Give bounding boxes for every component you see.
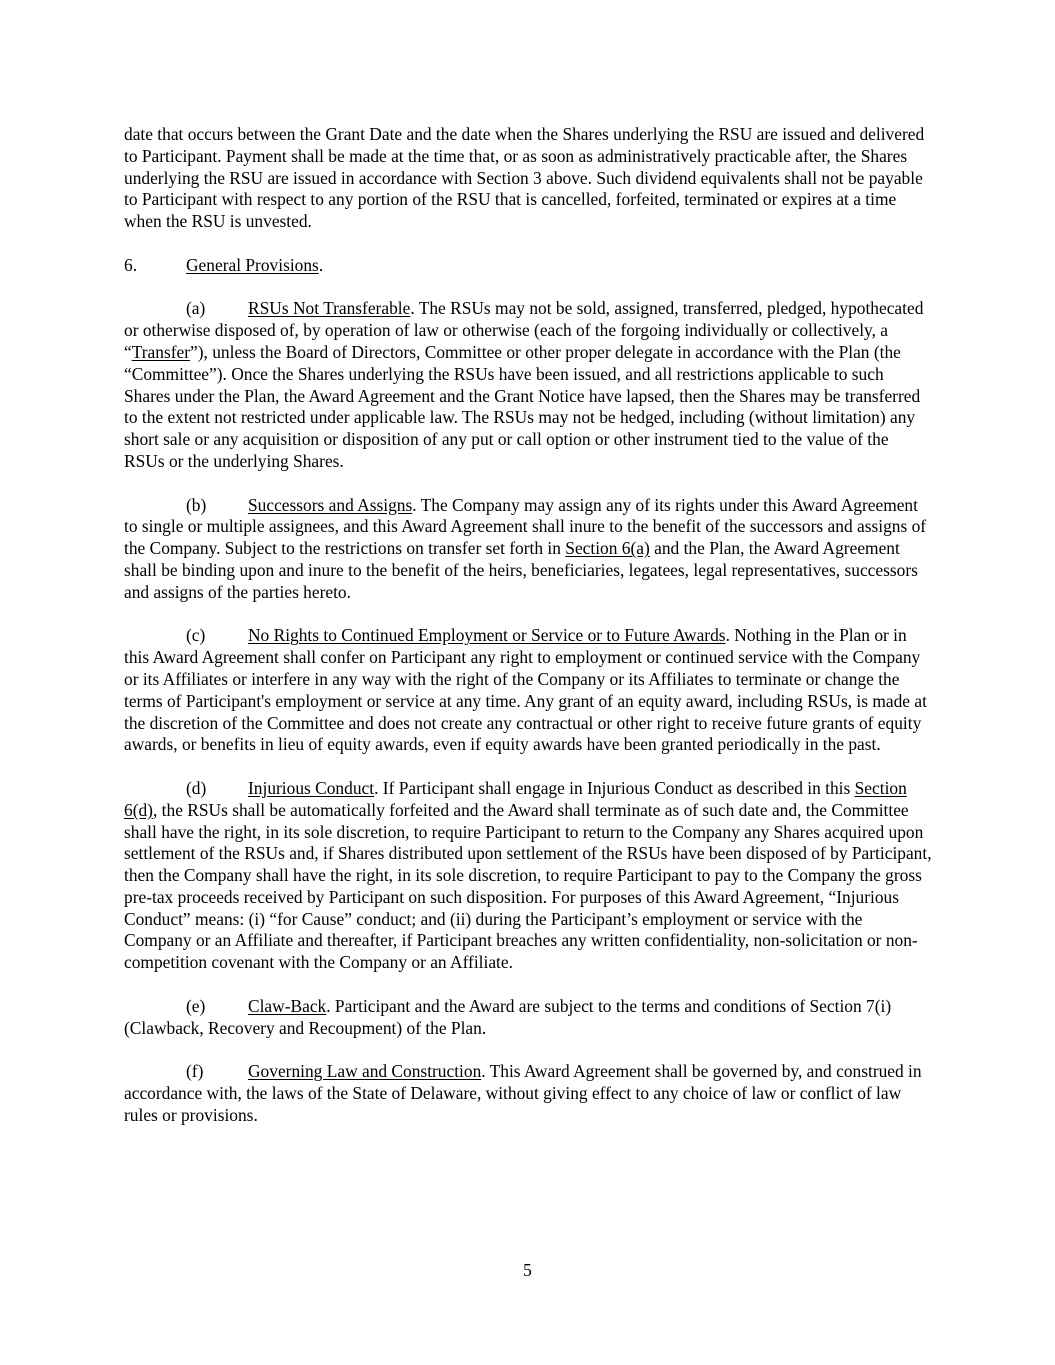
paragraph-f-heading: Governing Law and Construction bbox=[248, 1061, 482, 1082]
paragraph-d bbox=[124, 778, 932, 974]
paragraph-e-heading: Claw-Back bbox=[248, 995, 327, 1016]
paragraph-a-heading: RSUs Not Transferable bbox=[248, 298, 411, 319]
paragraph-d-label: (d) bbox=[186, 777, 207, 798]
paragraph-b-text-2: and the Plan, the Award Agreement shall be binding upon and inure to the benefit of the heirs, beneficiaries, legatees, legal representatives, successors and assigns of the parties hereto. bbox=[124, 538, 918, 602]
paragraph-e-text-1: . Participant and the Award are subject to the terms and conditions of Section 7(i) (Clawback, Recovery and Recoupment) of the Plan. bbox=[124, 995, 892, 1038]
paragraph-a-defined-term: Transfer bbox=[131, 341, 191, 362]
section-title: General Provisions bbox=[186, 254, 319, 275]
paragraph-c-label: (c) bbox=[186, 625, 206, 646]
section-number: 6. bbox=[124, 254, 138, 275]
paragraph-a-text-1: . The RSUs may not be sold, assigned, transferred, pledged, hypothecated or otherwise disposed of, by operation of law or otherwise (each of the forgoing individually or collectively, a “ bbox=[124, 298, 924, 362]
paragraph-a-label: (a) bbox=[186, 298, 206, 319]
paragraph-d-heading: Injurious Conduct bbox=[248, 777, 375, 798]
section-title-end: . bbox=[318, 254, 324, 275]
paragraph-f-label: (f) bbox=[186, 1061, 204, 1082]
page-number: 5 bbox=[523, 1260, 532, 1280]
paragraph-f bbox=[124, 1061, 932, 1126]
paragraph-b-heading: Successors and Assigns bbox=[248, 494, 413, 515]
paragraph-b-section-ref: Section 6(a) bbox=[565, 538, 650, 559]
paragraph-b bbox=[124, 495, 932, 604]
paragraph-d-text-2: , the RSUs shall be automatically forfeited and the Award shall terminate as of such date and, the Committee shall have the right, in its sole discretion, to require Participant to return to the Company any Shares acquired upon settlement of the RSUs and, if Shares distributed upon settlement of the RSUs have been disposed of by Participant, then the Company shall have the right, in its sole discretion, to require Participant to pay to the Company the gross pre-tax proceeds received by Participant on such disposition. For purposes of this Award Agreement, “Injurious Conduct” means: (i) “for Cause” conduct; and (ii) during the Participant’s employment or service with the Company or an Affiliate and thereafter, if Participant breaches any written confidentiality, non-solicitation or non-competition covenant with the Company or an Affiliate. bbox=[124, 799, 932, 973]
paragraph-b-text-1: . The Company may assign any of its rights under this Award Agreement to single or multiple assignees, and this Award Agreement shall inure to the benefit of the successors and assigns of the Company. Subject to the restrictions on transfer set forth in bbox=[124, 494, 927, 559]
document-page bbox=[124, 124, 932, 1148]
paragraph-c-heading: No Rights to Continued Employment or Service or to Future Awards bbox=[248, 625, 726, 646]
paragraph-c-text-1: . Nothing in the Plan or in this Award Agreement shall confer on Participant any right to employment or continued service with the Company or its Affiliates or interfere in any way with the right of the Company or its Affiliates to terminate or change the terms of Participant's employment or service at any time. Any grant of an equity award, including RSUs, is made at the discretion of the Committee and does not create any contractual or other right to receive future grants of equity awards, or benefits in lieu of equity awards, even if equity awards have been granted periodically in the past. bbox=[124, 625, 927, 755]
paragraph-e bbox=[124, 996, 932, 1040]
paragraph-d-text-1: . If Participant shall engage in Injurious Conduct as described in this bbox=[374, 777, 855, 798]
paragraph-a-text-2: ”), unless the Board of Directors, Committee or other proper delegate in accordance with the Plan (the “Committee”). Once the Shares underlying the RSUs have been issued, and all restrictions applicable to such Shares under the Plan, the Award Agreement and the Grant Notice have lapsed, then the Shares may be transferred to the extent not restricted under applicable law. The RSUs may not be hedged, including (without limitation) any short sale or any acquisition or disposition of any put or call option or other instrument tied to the value of the RSUs or the underlying Shares. bbox=[124, 341, 921, 471]
paragraph-c bbox=[124, 625, 932, 756]
paragraph-b-label: (b) bbox=[186, 494, 207, 515]
paragraph-a bbox=[124, 298, 932, 472]
paragraph-e-label: (e) bbox=[186, 995, 206, 1016]
intro-paragraph: date that occurs between the Grant Date and the date when the Shares underlying the RSU are issued and delivered to Participant. Payment shall be made at the time that, or as soon as administratively practicable after, the Shares underlying the RSU are issued in accordance with Section 3 above. Such dividend equivalents shall not be payable to Participant with respect to any portion of the RSU that is cancelled, forfeited, terminated or expires at a time when the RSU is unvested. bbox=[124, 124, 925, 232]
section-heading bbox=[124, 255, 932, 277]
paragraph-f-text-1: . This Award Agreement shall be governed by, and construed in accordance with, the laws of the State of Delaware, without giving effect to any choice of law or conflict of law rules or provisions. bbox=[124, 1061, 922, 1125]
paragraph-d-section-ref: Section 6(d) bbox=[124, 777, 907, 820]
